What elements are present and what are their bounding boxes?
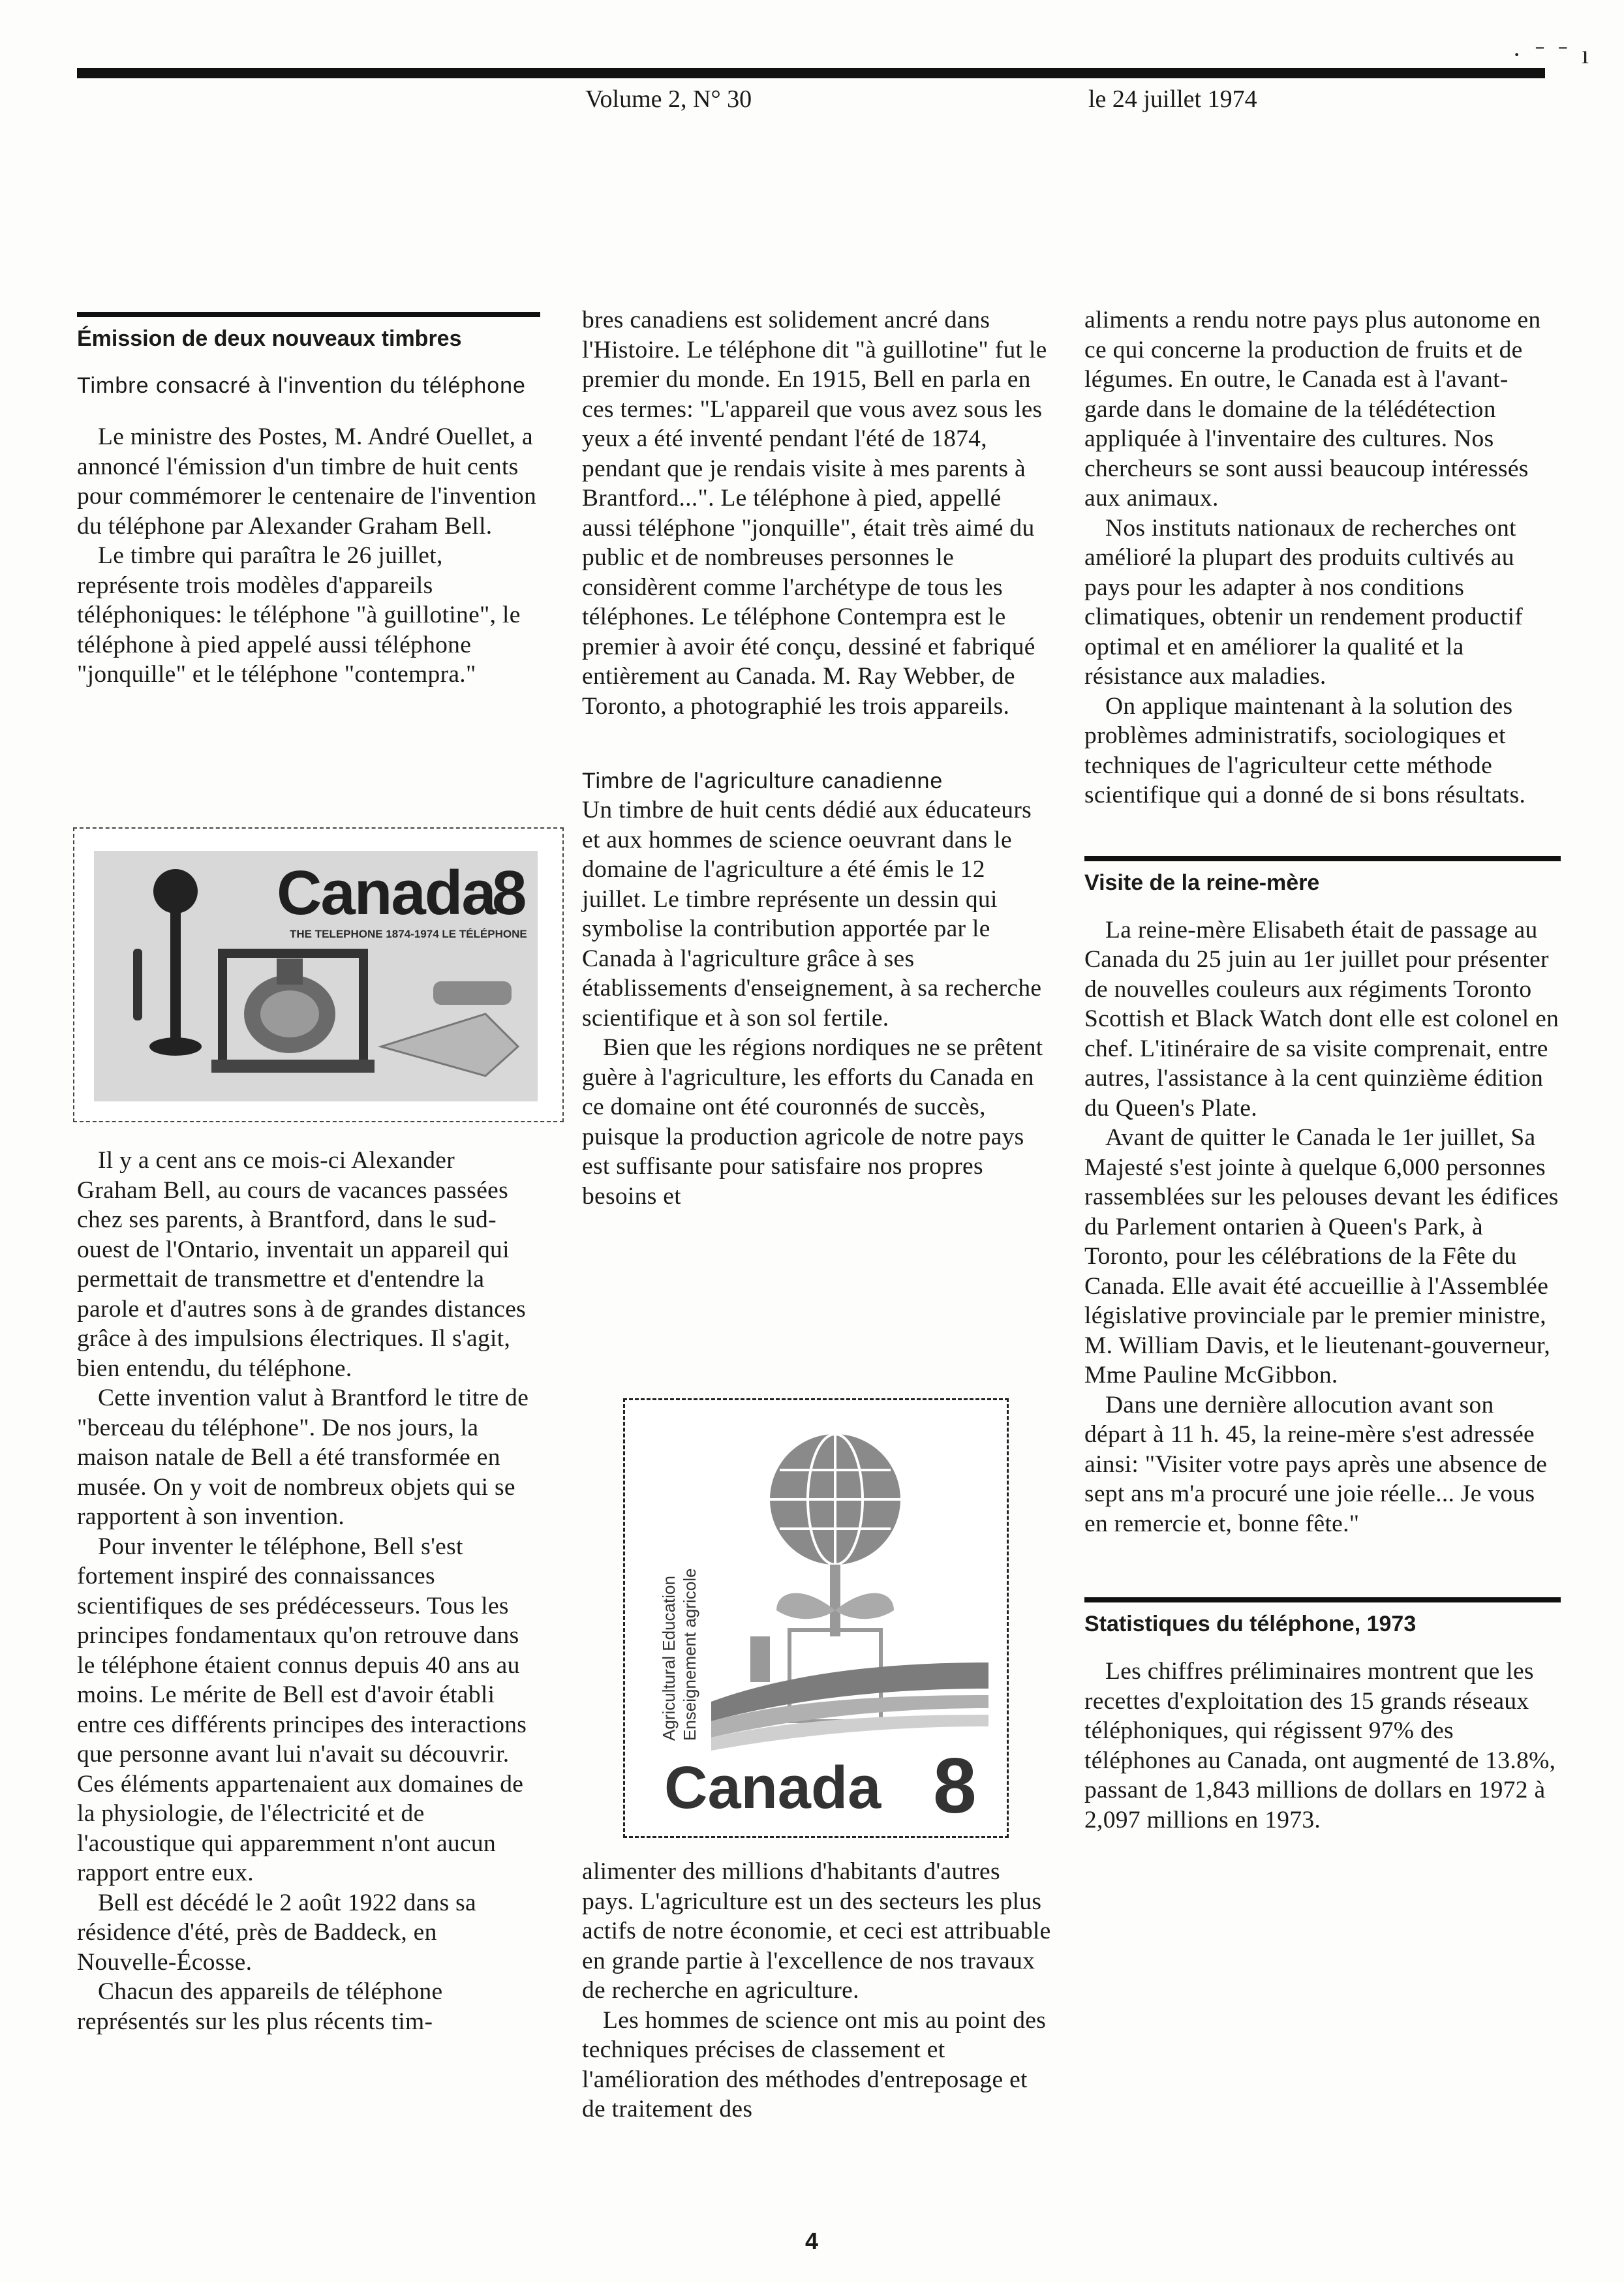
paragraph: Dans une dernière allocution avant son départ à 11 h. 45, la reine-mère s'est adressée ainsi: "Visiter votre pays après une absence de sept ans m'a procuré une joie réelle... Je vous en remercie et, bonne fête." xyxy=(1084,1391,1548,1537)
column-3 xyxy=(1084,305,1561,1835)
stamp-value: 8 xyxy=(933,1742,977,1818)
stamp-caption: THE TELEPHONE 1874-1974 LE TÉLÉPHONE xyxy=(290,928,527,940)
agriculture-stamp-image xyxy=(623,1398,1009,1838)
paragraph: alimenter des millions d'habitants d'autres pays. L'agriculture est un des secteurs les plus actifs de notre économie, et ceci est attribuable en grande partie à l'excellence de nos travaux de recherche en agriculture. xyxy=(582,1858,1051,2004)
stamp-value: 8 xyxy=(492,858,526,928)
paragraph: Pour inventer le téléphone, Bell s'est fortement inspiré des connaissances scientifiques de ses prédécesseurs. Tous les principes fondamentaux qu'on retrouve dans le téléphone étaient connus depuis 40 ans au moins. Le mérite de Bell est d'avoir établi entre ces différents principes des interactions que personne avant lui n'avait su découvrir. Ces éléments appartenaient aux domaines de la physiologie, de l'électricité et de l'acoustique qui apparemment n'ont aucun rapport entre eux. xyxy=(77,1533,527,1886)
section-rule xyxy=(1084,856,1561,861)
paragraph: La reine-mère Elisabeth était de passage au Canada du 25 juin au 1er juillet pour présenter de nouvelles couleurs aux régiments Toronto Scottish et Black Watch dont elle est colonel en chef. L'itinéraire de sa visite comprenait, entre autres, l'assistance à la cent quinzième édition du Queen's Plate. xyxy=(1084,916,1559,1122)
stamp-canada-text: Canada xyxy=(664,1754,881,1818)
column-1-continued xyxy=(77,1146,540,2036)
paragraph: Il y a cent ans ce mois-ci Alexander Graham Bell, au cours de vacances passées chez ses parents, à Brantford, dans le sud-ouest de l'Ontario, inventait un appareil qui permettait de transmettre et d'entendre la parole et d'autres sons à de grandes distances grâce à des impulsions électriques. Il s'agit, bien entendu, du téléphone. xyxy=(77,1147,527,1382)
paragraph: Bien que les régions nordiques ne se prêtent guère à l'agriculture, les efforts du Canada en ce domaine ont été couronnés de succès, puisque la production agricole de notre pays est suffisante pour satisfaire nos propres besoins et xyxy=(582,1034,1043,1210)
column-2 xyxy=(582,305,1052,1211)
stamp-vertical-english: Agricultural Education xyxy=(659,1576,679,1741)
section-title-queen-mother: Visite de la reine-mère xyxy=(1084,870,1320,895)
section-rule xyxy=(1084,1597,1561,1602)
stamp-vertical-text xyxy=(659,1545,698,1741)
paragraph: Cette invention valut à Brantford le titre de "berceau du téléphone". De nos jours, la maison natale de Bell a été transformée en musée. On y voit de nombreux objets qui se rapportent à son invention. xyxy=(77,1385,529,1530)
issue-date: le 24 juillet 1974 xyxy=(1088,85,1257,113)
section-title-telephone-stats: Statistiques du téléphone, 1973 xyxy=(1084,1612,1417,1636)
volume-number: Volume 2, N° 30 xyxy=(585,85,752,113)
paragraph-continuation: bres canadiens est solidement ancré dans l'Histoire. Le téléphone dit "à guillotine" fut le premier du monde. En 1915, Bell en parla en ces termes: "L'appareil que vous avez sous les yeux a été inventé pendant l'été de 1874, pendant que je rendais visite à mes parents à Brantford...". Le téléphone à pied, appellé aussi téléphone "jonquille", était très aimé du public et de nombreuses personnes le considèrent comme l'archétype de tous les téléphones. Le téléphone Contempra est le premier à avoir été conçu, dessiné et fabriqué entièrement au Canada. M. Ray Webber, de Toronto, a photographié les trois appareils. xyxy=(582,307,1047,720)
subtitle-telephone-stamp: Timbre consacré à l'invention du téléphone xyxy=(77,373,526,398)
telephone-stamp-image xyxy=(73,827,564,1122)
paragraph: Les chiffres préliminaires montrent que les recettes d'exploitation des 15 grands réseaux téléphoniques, qui régissent 97% des téléphones au Canada, ont augmenté de 13.8%, passant de 1,843 millions de dollars en 1972 à 2,097 millions en 1973. xyxy=(1084,1658,1556,1833)
column-1 xyxy=(77,312,540,690)
paragraph: On applique maintenant à la solution des problèmes administratifs, sociologiques et techniques de l'agriculteur cette méthode scientifique qui a donné de si bons résultats. xyxy=(1084,692,1526,808)
corner-mark: · ˉ ˉ ı xyxy=(1512,40,1593,69)
paragraph: Le ministre des Postes, M. André Ouellet, a annoncé l'émission d'un timbre de huit cents pour commémorer le centenaire de l'invention du téléphone par Alexander Graham Bell. xyxy=(77,423,537,540)
stamp-vertical-french: Enseignement agricole xyxy=(680,1568,699,1741)
paragraph: Avant de quitter le Canada le 1er juillet, Sa Majesté s'est jointe à quelque 6,000 personnes rassemblées sur les pelouses devant les édifices du Parlement ontarien à Queen's Park, à Toronto, pour les célébrations de la Fête du Canada. Elle avait été accueillie à l'Assemblée législative provinciale par le premier ministre, M. William Davis, et le lieutenant-gouverneur, Mme Pauline McGibbon. xyxy=(1084,1124,1559,1388)
section-title-stamps: Émission de deux nouveaux timbres xyxy=(77,326,462,351)
paragraph: Nos instituts nationaux de recherches ont amélioré la plupart des produits cultivés au pays pour les adapter à nos conditions climatiques, obtenir un rendement productif optimal et en améliorer la qualité et la résistance aux maladies. xyxy=(1084,514,1524,690)
subtitle-agriculture-stamp: Timbre de l'agriculture canadienne xyxy=(582,769,943,793)
paragraph: Chacun des appareils de téléphone représentés sur les plus récents tim- xyxy=(77,1978,443,2035)
paragraph: Bell est décédé le 2 août 1922 dans sa résidence d'été, près de Baddeck, en Nouvelle-Écosse. xyxy=(77,1889,476,1976)
page-number: 4 xyxy=(805,2228,819,2254)
paragraph-continuation: aliments a rendu notre pays plus autonome en ce qui concerne la production de fruits et de légumes. En outre, le Canada est à l'avant-garde dans le domaine de la télédétection appliquée à l'inventaire des cultures. Nos chercheurs se sont aussi beaucoup intéressés aux animaux. xyxy=(1084,307,1541,512)
header-rule xyxy=(77,68,1545,78)
column-2-continued xyxy=(582,1857,1052,2124)
stamp-canada-text: Canada xyxy=(277,858,495,928)
paragraph: Les hommes de science ont mis au point des techniques précises de classement et l'amélioration des méthodes d'entreposage et de traitement des xyxy=(582,2006,1047,2122)
paragraph: Un timbre de huit cents dédié aux éducateurs et aux hommes de science oeuvrant dans le domaine de l'agriculture a été émis le 12 juillet. Le timbre représente un dessin qui symbolise la contribution apportée par le Canada à l'agriculture grâce à ses établissements d'enseignement, à sa recherche scientifique et à son sol fertile. xyxy=(582,797,1042,1032)
paragraph: Le timbre qui paraîtra le 26 juillet, représente trois modèles d'appareils téléphoniques: le téléphone "à guillotine", le téléphone à pied appelé aussi téléphone "jonquille" et le téléphone "contempra." xyxy=(77,542,521,688)
section-rule xyxy=(77,312,540,317)
